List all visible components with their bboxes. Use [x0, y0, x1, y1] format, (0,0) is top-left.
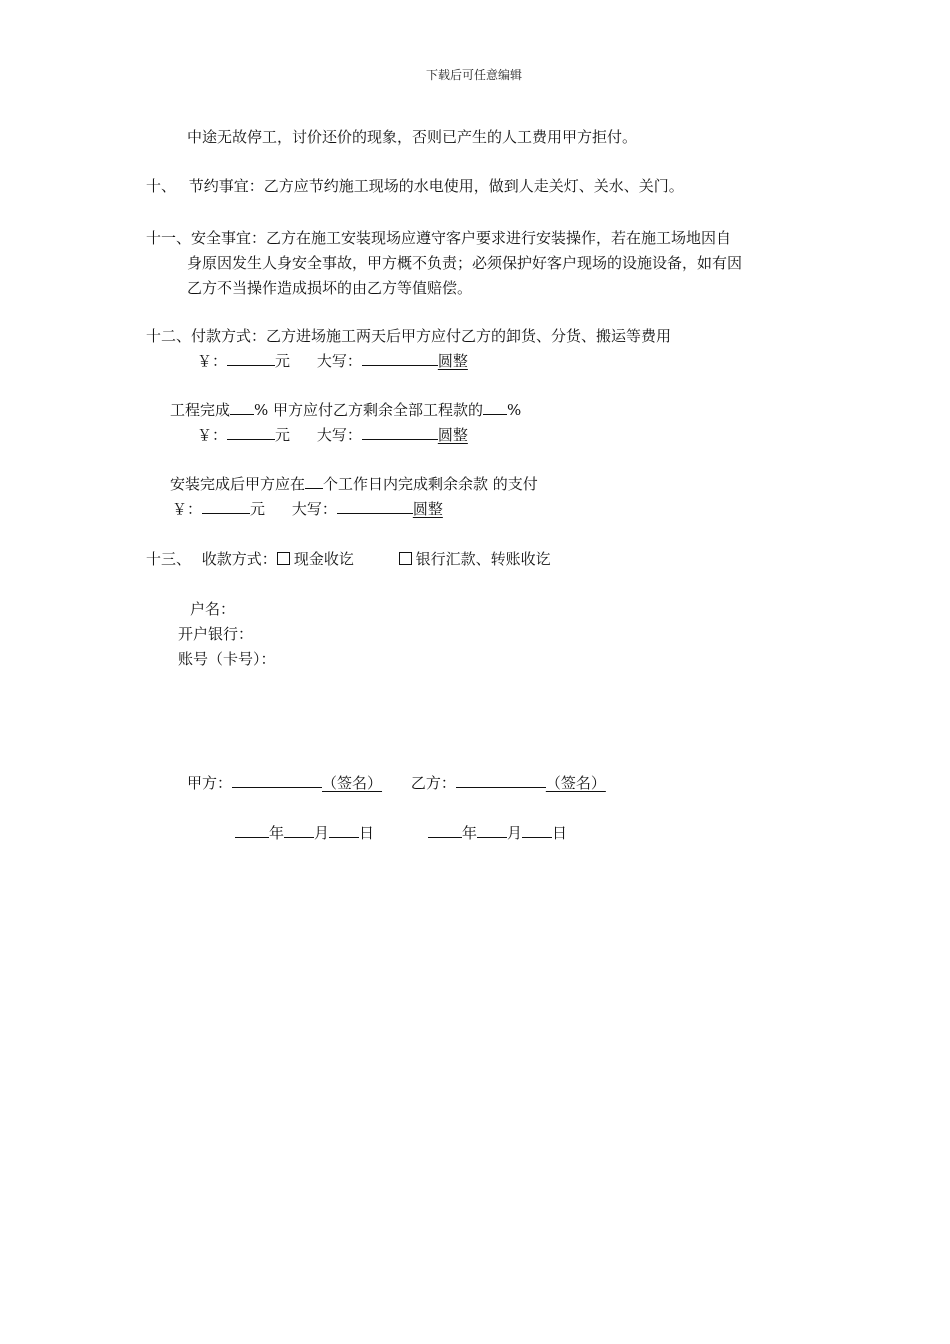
clause-10-text: 节约事宜：乙方应节约施工现场的水电使用，做到人走关灯、关水、关门。: [188, 177, 684, 195]
payment-completion-line: [170, 398, 521, 423]
percent-blank-2[interactable]: [483, 399, 507, 415]
day-blank[interactable]: [329, 822, 359, 838]
yen-label: ￥：: [172, 500, 203, 518]
month-label: 月: [314, 824, 330, 842]
payment-final-line: [170, 472, 538, 497]
clause-11-number: 十一、: [146, 229, 192, 247]
daxie-blank[interactable]: [362, 424, 438, 440]
date-party-b: [428, 821, 567, 846]
daxie-label: 大写：: [316, 426, 362, 444]
party-b-sign-label: （签名）: [545, 774, 606, 792]
percent-sign: %: [507, 401, 522, 419]
clause-13-number: 十三、: [146, 550, 192, 568]
amount-blank[interactable]: [227, 350, 275, 366]
completion-label: 工程完成: [170, 401, 231, 419]
yuan-label: 元: [275, 426, 291, 444]
payment-line-1: [197, 349, 468, 374]
month-label: 月: [507, 824, 523, 842]
party-a-signature-blank[interactable]: [232, 772, 322, 788]
bank-name-label: 开户银行：: [178, 625, 254, 643]
party-a-sign-label: （签名）: [322, 774, 383, 792]
clause-11: [146, 226, 731, 251]
clause-11-line-1: 安全事宜：乙方在施工安装现场应遵守客户要求进行安装操作，若在施工场地因自: [191, 229, 732, 247]
day-label: 日: [552, 824, 568, 842]
year-blank[interactable]: [428, 822, 462, 838]
day-label: 日: [359, 824, 375, 842]
cash-option-label: 现金收讫: [293, 550, 354, 568]
yuan-label: 元: [250, 500, 266, 518]
month-blank[interactable]: [477, 822, 507, 838]
completion-text: % 甲方应付乙方剩余全部工程款的: [254, 401, 484, 419]
daxie-label: 大写：: [316, 352, 362, 370]
clause-13: [146, 547, 551, 572]
bank-transfer-checkbox[interactable]: [399, 552, 412, 565]
final-label: 安装完成后甲方应在: [170, 475, 306, 493]
amount-blank[interactable]: [202, 498, 250, 514]
clause-13-label: 收款方式：: [201, 550, 277, 568]
clause-12-number: 十二、: [146, 327, 192, 345]
account-name-label: 户名：: [190, 600, 236, 618]
clause-11-line-2: 身原因发生人身安全事故，甲方概不负责；必须保护好客户现场的设施设备，如有因: [187, 254, 743, 272]
cash-checkbox[interactable]: [277, 552, 290, 565]
amount-blank[interactable]: [227, 424, 275, 440]
year-label: 年: [269, 824, 285, 842]
signature-line: [187, 771, 606, 796]
daxie-blank[interactable]: [362, 350, 438, 366]
final-text: 个工作日内完成剩余余款 的支付: [323, 475, 538, 493]
year-label: 年: [462, 824, 478, 842]
yen-label: ￥：: [197, 352, 228, 370]
percent-blank-1[interactable]: [230, 399, 254, 415]
payment-line-3: [172, 497, 443, 522]
days-blank[interactable]: [305, 473, 323, 489]
clause-12: [146, 324, 671, 349]
party-b-label: 乙方：: [410, 774, 456, 792]
payment-line-2: [197, 423, 468, 448]
month-blank[interactable]: [284, 822, 314, 838]
clause-12-text: 付款方式：乙方进场施工两天后甲方应付乙方的卸货、分货、搬运等费用: [191, 327, 672, 345]
daxie-blank[interactable]: [337, 498, 413, 514]
yuanzheng-label: 圆整: [412, 500, 443, 518]
page-header: 下载后可任意编辑: [426, 68, 523, 82]
bank-transfer-option-label: 银行汇款、转账收讫: [415, 550, 551, 568]
party-a-label: 甲方：: [187, 774, 233, 792]
clause-11-line-3: 乙方不当操作造成损坏的由乙方等值赔偿。: [187, 279, 473, 297]
yuanzheng-label: 圆整: [437, 426, 468, 444]
clause-9-continuation: 中途无故停工，讨价还价的现象，否则已产生的人工费用甲方拒付。: [187, 128, 638, 146]
clause-10: [146, 174, 684, 199]
party-b-signature-blank[interactable]: [456, 772, 546, 788]
date-party-a: [235, 821, 374, 846]
account-number-label: 账号（卡号）：: [178, 650, 276, 668]
daxie-label: 大写：: [291, 500, 337, 518]
day-blank[interactable]: [522, 822, 552, 838]
yuan-label: 元: [275, 352, 291, 370]
clause-10-number: 十、: [146, 177, 177, 195]
year-blank[interactable]: [235, 822, 269, 838]
yuanzheng-label: 圆整: [437, 352, 468, 370]
yen-label: ￥：: [197, 426, 228, 444]
